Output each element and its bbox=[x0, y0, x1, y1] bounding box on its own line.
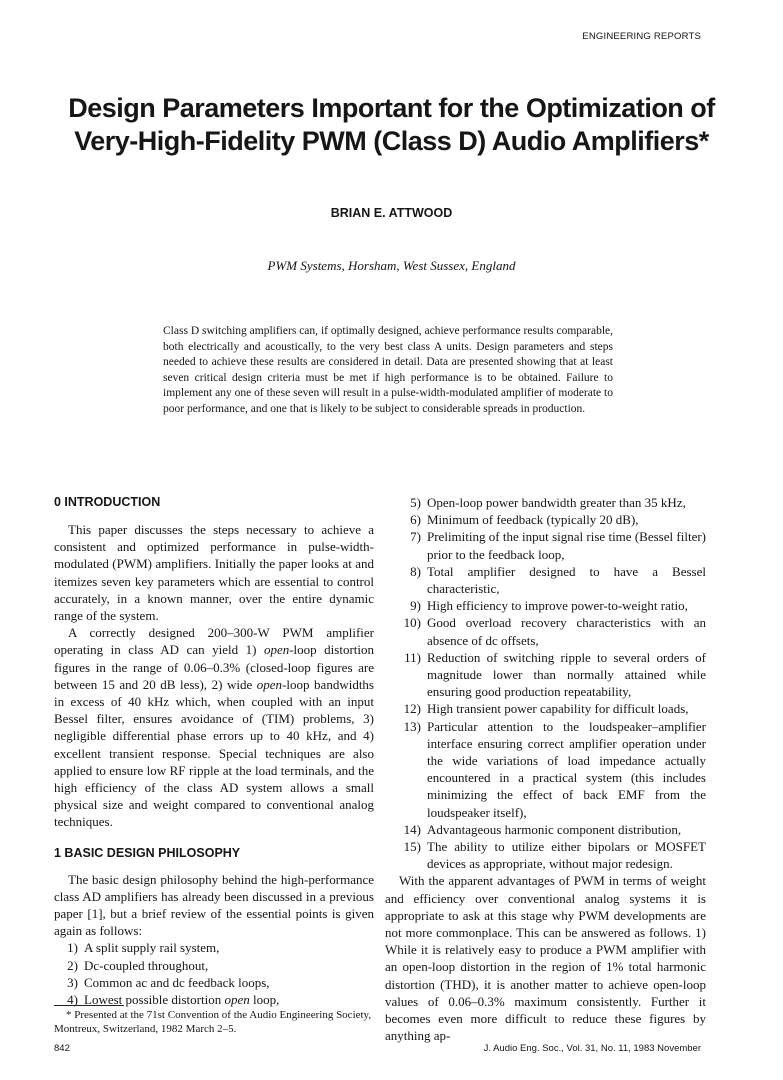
abstract: Class D switching amplifiers can, if optimally designed, achieve performance results comparable, both electrically and acoustically, to the very best class A units. Design parameters and steps needed to achieve these results are considered in detail. Data are presented showing that at least seven critical design criteria must be met if high performance is to be obtained. Failure to implement any one of these seven will result in a pulse-width-modulated amplifier of moderate to poor performance, and one that is likely to be subject to considerable spreads in production. bbox=[163, 325, 613, 415]
right-column bbox=[385, 494, 706, 1045]
list-item: 5) Open-loop power bandwidth greater than 35 kHz, bbox=[410, 495, 686, 510]
list-item: 13) Particular attention to the loudspeaker–amplifier interface ensuring correct amplifier operation under the wide variations of load impedance actually encountered in a practical system (this includes minimizing the effect of back EMF from the loudspeaker itself), bbox=[403, 718, 706, 820]
journal-reference: J. Audio Eng. Soc., Vol. 31, No. 11, 1983 November bbox=[483, 1043, 701, 1054]
title-line-1: Design Parameters Important for the Optimization of bbox=[68, 93, 715, 123]
paper-title bbox=[40, 92, 743, 158]
list-item: 10) Good overload recovery characteristics with an absence of dc offsets, bbox=[403, 615, 706, 648]
basic-philosophy-heading: 1 BASIC DESIGN PHILOSOPHY bbox=[54, 845, 241, 860]
author-name: BRIAN E. ATTWOOD bbox=[330, 206, 453, 220]
intro-paragraph-2: A correctly designed 200–300-W PWM amplifier operating in class AD can yield 1) open-loop distortion figures in the range of 0.06–0.3% (closed-loop figures are between 15 and 20 dB less), 2) wide open-loop bandwidths in excess of 40 kHz which, when coupled with an input Bessel filter, ensures avoidance of (TIM) problems, 3) negligible differential phase errors up to 40 kHz, and 4) excellent transient response. Special techniques are also applied to ensure low RF ripple at the load terminals, and the high efficiency of the class AD system allows a small physical size and weight compared to conventional analog techniques. bbox=[54, 625, 374, 830]
list-item: 2) Dc-coupled throughout, bbox=[67, 957, 209, 973]
design-points-list-left bbox=[54, 939, 374, 1008]
basic-paragraph-1: The basic design philosophy behind the high-performance class AD amplifiers has already been discussed in a previous paper [1], but a brief review of the essential points is given again as follows: bbox=[54, 871, 374, 939]
basic-paragraph-2: With the apparent advantages of PWM in terms of weight and efficiency over conventional analog systems it is appropriate to ask at this stage why PWM developments are not more commonplace. This can be answered as follows. 1) While it is relatively easy to produce a PWM amplifier with an open-loop distortion in the region of 1% total harmonic distortion (THD), it is another matter to achieve open-loop values of 0.06–0.3% maximum consistently. Further it becomes even more difficult to reduce these figures by anything ap- bbox=[385, 873, 706, 1044]
list-item: 9) High efficiency to improve power-to-weight ratio, bbox=[410, 598, 688, 614]
footnote: * Presented at the 71st Convention of the Audio Engineering Society, Montreux, Switzerland, 1982 March 2–5. bbox=[54, 1009, 372, 1035]
title-line-2: Very-High-Fidelity PWM (Class D) Audio Amplifiers* bbox=[74, 126, 709, 156]
list-item: 3) Common ac and dc feedback loops, bbox=[67, 974, 270, 990]
list-item: 12) High transient power capability for difficult loads, bbox=[403, 701, 689, 717]
list-item: 4) Lowest possible distortion open loop, bbox=[67, 992, 280, 1008]
list-item: 1) A split supply rail system, bbox=[67, 940, 220, 956]
design-points-list-right bbox=[385, 494, 706, 872]
intro-heading: 0 INTRODUCTION bbox=[54, 495, 161, 509]
list-item: 8) Total amplifier designed to have a Bessel characteristic, bbox=[410, 563, 706, 597]
list-item: 7) Prelimiting of the input signal rise time (Bessel filter) prior to the feedback loop, bbox=[410, 529, 706, 562]
footnote-divider bbox=[54, 1005, 124, 1006]
section-label: ENGINEERING REPORTS bbox=[582, 31, 701, 42]
list-item: 11) Reduction of switching ripple to several orders of magnitude lower than normally attained while ensuring good production repeatability, bbox=[404, 649, 706, 700]
list-item: 14) Advantageous harmonic component distribution, bbox=[403, 821, 682, 837]
author-affiliation: PWM Systems, Horsham, West Sussex, England bbox=[267, 258, 516, 273]
list-item: 15) The ability to utilize either bipolars or MOSFET devices as appropriate, without major redesign. bbox=[403, 839, 706, 872]
page-number: 842 bbox=[54, 1043, 70, 1054]
intro-paragraph-1: This paper discusses the steps necessary to achieve a consistent and optimized performance in pulse-width-modulated (PWM) amplifiers. Initially the paper looks at and itemizes seven key parameters which are essential to control accurately, in a known manner, over the entire dynamic range of the system. bbox=[54, 522, 374, 624]
list-item: 6) Minimum of feedback (typically 20 dB), bbox=[410, 512, 639, 528]
left-column bbox=[54, 494, 374, 1008]
